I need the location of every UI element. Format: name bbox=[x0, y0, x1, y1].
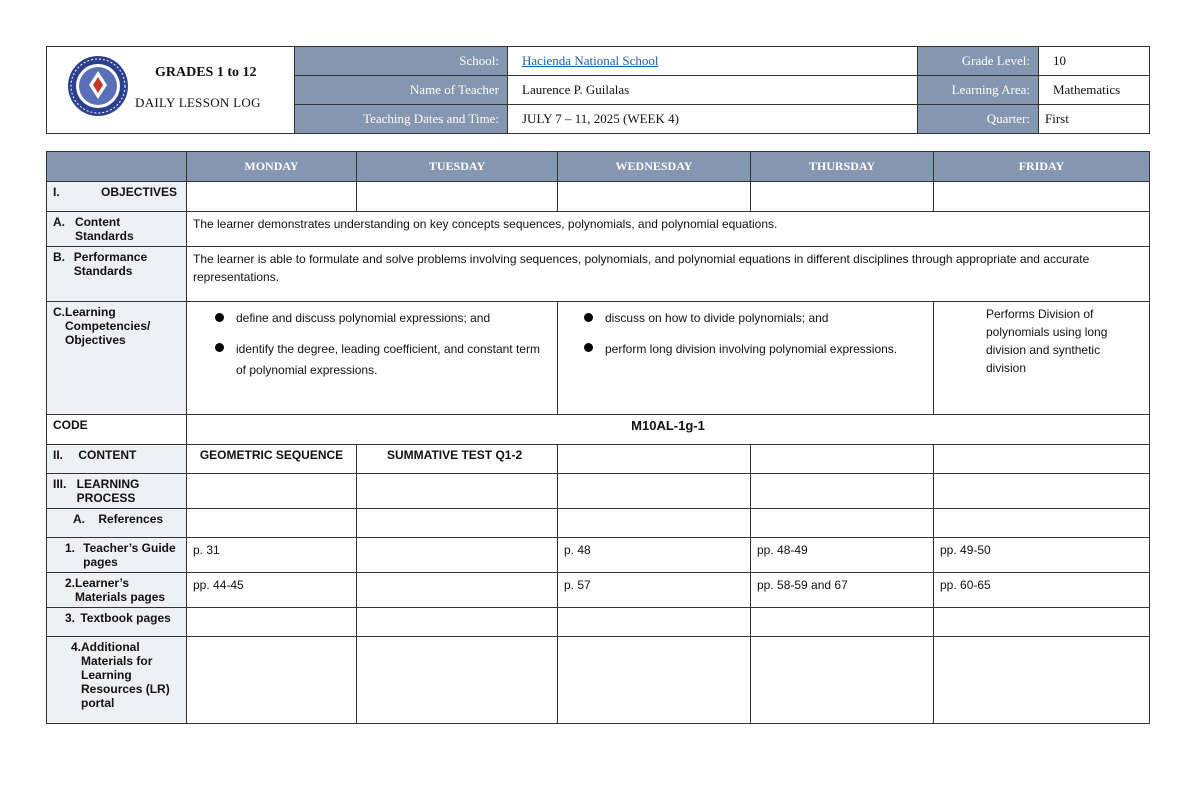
tg-fri: pp. 49-50 bbox=[934, 538, 1150, 573]
textbook-text: Textbook pages bbox=[80, 611, 171, 625]
bullet-icon bbox=[584, 343, 593, 352]
textbook-label bbox=[47, 608, 187, 637]
references-tue[interactable] bbox=[357, 509, 558, 538]
code-label: CODE bbox=[47, 415, 187, 445]
tb-thu[interactable] bbox=[751, 608, 934, 637]
day-thursday: THURSDAY bbox=[751, 152, 934, 182]
references-row bbox=[47, 509, 1150, 538]
competencies-row bbox=[47, 302, 1150, 415]
learning-mon[interactable] bbox=[187, 474, 357, 509]
objectives-label bbox=[47, 182, 187, 212]
learning-process-text: LEARNING PROCESS bbox=[76, 477, 140, 505]
code-row bbox=[47, 415, 1150, 445]
day-wednesday: WEDNESDAY bbox=[558, 152, 751, 182]
content-standards-text: Content Standards bbox=[74, 215, 134, 243]
textbook-row bbox=[47, 608, 1150, 637]
textbook-num: 3. bbox=[65, 611, 76, 625]
day-tuesday: TUESDAY bbox=[357, 152, 558, 182]
title-cell bbox=[47, 47, 295, 134]
am-tue[interactable] bbox=[357, 637, 558, 724]
performance-standards-label bbox=[47, 247, 187, 302]
teachers-guide-label bbox=[47, 538, 187, 573]
grade-level-label: Grade Level: bbox=[918, 47, 1039, 76]
bullet-icon bbox=[215, 313, 224, 322]
content-thu[interactable] bbox=[751, 445, 934, 474]
competencies-text: Learning Competencies/ Objectives bbox=[65, 305, 151, 347]
corner-cell bbox=[47, 152, 187, 182]
content-standards-text-cell: The learner demonstrates understanding on key concepts sequences, polynomials, and polynomial equations. bbox=[187, 212, 1150, 247]
competencies-wed-thu bbox=[558, 302, 934, 415]
lm-fri: pp. 60-65 bbox=[934, 573, 1150, 608]
grades-title: GRADES 1 to 12 bbox=[155, 65, 257, 80]
content-wed[interactable] bbox=[558, 445, 751, 474]
additional-materials-text: Additional Materials for Learning Resources (LR) portal bbox=[81, 640, 170, 710]
references-label bbox=[47, 509, 187, 538]
learning-process-label bbox=[47, 474, 187, 509]
am-fri[interactable] bbox=[934, 637, 1150, 724]
day-header-row bbox=[47, 152, 1150, 182]
tb-tue[interactable] bbox=[357, 608, 558, 637]
performance-standards-num: B. bbox=[53, 250, 65, 264]
header-table bbox=[46, 46, 1150, 134]
content-standards-label bbox=[47, 212, 187, 247]
objectives-thu[interactable] bbox=[751, 182, 934, 212]
teaching-dates-value: JULY 7 – 11, 2025 (WEEK 4) bbox=[508, 105, 918, 134]
content-mon: GEOMETRIC SEQUENCE bbox=[187, 445, 357, 474]
teacher-value: Laurence P. Guilalas bbox=[508, 76, 918, 105]
competency-text: discuss on how to divide polynomials; and bbox=[605, 311, 829, 325]
teaching-dates-label: Teaching Dates and Time: bbox=[295, 105, 508, 134]
content-num: II. bbox=[53, 448, 64, 462]
competency-text: define and discuss polynomial expressions; and bbox=[236, 311, 491, 325]
learning-area-value: Mathematics bbox=[1039, 76, 1150, 105]
additional-materials-row bbox=[47, 637, 1150, 724]
learning-wed[interactable] bbox=[558, 474, 751, 509]
lm-wed: p. 57 bbox=[558, 573, 751, 608]
learners-materials-label bbox=[47, 573, 187, 608]
objectives-fri[interactable] bbox=[934, 182, 1150, 212]
bullet-icon bbox=[584, 313, 593, 322]
competency-item bbox=[211, 309, 551, 327]
content-text: CONTENT bbox=[78, 448, 137, 462]
quarter-label: Quarter: bbox=[918, 105, 1039, 134]
competency-item bbox=[211, 339, 551, 381]
objectives-tue[interactable] bbox=[357, 182, 558, 212]
performance-standards-text-cell: The learner is able to formulate and solve problems involving sequences, polynomials, and polynomial equations in different disciplines through appropriate and accurate representations. bbox=[187, 247, 1150, 302]
content-label bbox=[47, 445, 187, 474]
daily-lesson-log-title: DAILY LESSON LOG bbox=[135, 95, 261, 110]
learning-fri[interactable] bbox=[934, 474, 1150, 509]
competencies-fri: Performs Division of polynomials using long division and synthetic division bbox=[934, 302, 1150, 415]
competency-text: perform long division involving polynomial expressions. bbox=[605, 342, 898, 356]
tg-wed: p. 48 bbox=[558, 538, 751, 573]
tb-fri[interactable] bbox=[934, 608, 1150, 637]
additional-materials-label bbox=[47, 637, 187, 724]
additional-materials-num: 4. bbox=[71, 640, 82, 654]
content-standards-row bbox=[47, 212, 1150, 247]
content-fri[interactable] bbox=[934, 445, 1150, 474]
day-monday: MONDAY bbox=[187, 152, 357, 182]
competency-text: identify the degree, leading coefficient, and constant term of polynomial expressions. bbox=[236, 342, 540, 377]
am-thu[interactable] bbox=[751, 637, 934, 724]
day-friday: FRIDAY bbox=[934, 152, 1150, 182]
teacher-label: Name of Teacher bbox=[295, 76, 508, 105]
teachers-guide-row bbox=[47, 538, 1150, 573]
quarter-value: First bbox=[1039, 105, 1150, 134]
lm-thu: pp. 58-59 and 67 bbox=[751, 573, 934, 608]
objectives-mon[interactable] bbox=[187, 182, 357, 212]
content-row bbox=[47, 445, 1150, 474]
tb-mon[interactable] bbox=[187, 608, 357, 637]
learners-materials-row bbox=[47, 573, 1150, 608]
objectives-num: I. bbox=[53, 185, 60, 199]
competencies-label bbox=[47, 302, 187, 415]
lm-mon: pp. 44-45 bbox=[187, 573, 357, 608]
references-fri[interactable] bbox=[934, 509, 1150, 538]
learning-tue[interactable] bbox=[357, 474, 558, 509]
grade-level-value: 10 bbox=[1039, 47, 1150, 76]
learners-materials-text: Learner’s Materials pages bbox=[75, 576, 166, 604]
content-standards-num: A. bbox=[53, 215, 65, 229]
learning-process-row bbox=[47, 474, 1150, 509]
am-mon[interactable] bbox=[187, 637, 357, 724]
references-wed[interactable] bbox=[558, 509, 751, 538]
performance-standards-row bbox=[47, 247, 1150, 302]
teachers-guide-num: 1. bbox=[65, 541, 76, 555]
lm-tue[interactable] bbox=[357, 573, 558, 608]
tg-tue[interactable] bbox=[357, 538, 558, 573]
teachers-guide-text: Teacher’s Guide pages bbox=[83, 541, 176, 569]
references-thu[interactable] bbox=[751, 509, 934, 538]
references-mon[interactable] bbox=[187, 509, 357, 538]
objectives-text: OBJECTIVES bbox=[101, 185, 178, 199]
lesson-log-table bbox=[46, 151, 1150, 724]
learners-materials-num: 2. bbox=[65, 576, 76, 590]
references-num: A. bbox=[73, 512, 85, 526]
deped-seal-icon bbox=[67, 55, 129, 117]
competency-item bbox=[580, 339, 927, 360]
bullet-icon bbox=[215, 343, 224, 352]
learning-area-label: Learning Area: bbox=[918, 76, 1039, 105]
school-label: School: bbox=[295, 47, 508, 76]
tg-thu: pp. 48-49 bbox=[751, 538, 934, 573]
performance-standards-text: Performance Standards bbox=[73, 250, 148, 278]
objectives-wed[interactable] bbox=[558, 182, 751, 212]
competencies-mon-tue bbox=[187, 302, 558, 415]
competencies-num: C. bbox=[53, 305, 65, 319]
learning-process-num: III. bbox=[53, 477, 67, 491]
school-value[interactable]: Hacienda National School bbox=[508, 47, 918, 76]
code-value: M10AL-1g-1 bbox=[187, 415, 1150, 445]
learning-thu[interactable] bbox=[751, 474, 934, 509]
content-tue: SUMMATIVE TEST Q1-2 bbox=[357, 445, 558, 474]
references-text: References bbox=[98, 512, 164, 526]
objectives-row bbox=[47, 182, 1150, 212]
tg-mon: p. 31 bbox=[187, 538, 357, 573]
tb-wed[interactable] bbox=[558, 608, 751, 637]
am-wed[interactable] bbox=[558, 637, 751, 724]
competency-item bbox=[580, 309, 927, 327]
